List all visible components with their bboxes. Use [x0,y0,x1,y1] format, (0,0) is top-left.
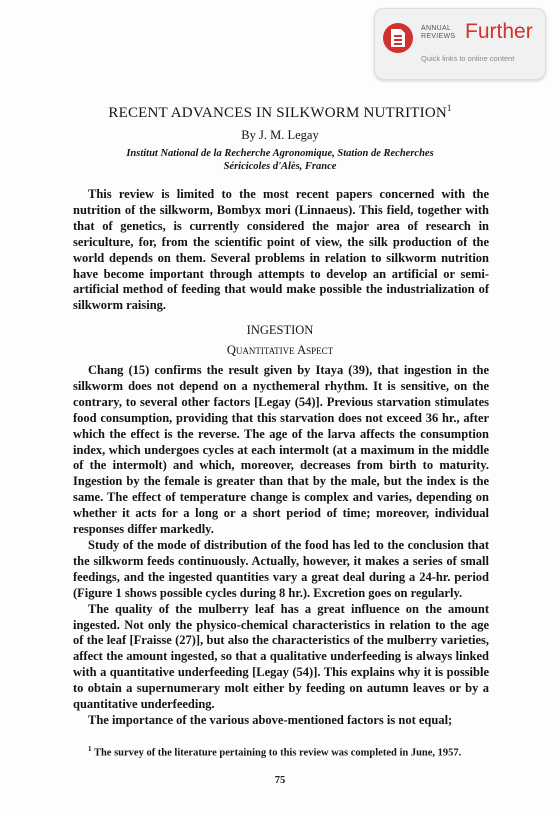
body-paragraph: The quality of the mulberry leaf has a great influence on the amount ingested. Not only the physico-chemical characteristics in relation to the age of the leaf [Fraisse (27)], but also the characteristics of the mulberry varieties, affect the amount ingested, so that a qualitative underfeeding is always linked with a quantitative underfeeding [Legay (54)]. This explains why it is possible to obtain a supernumerary molt either by feeding on autumn leaves or by a quantitative underfeeding. [73,601,489,712]
body-paragraph: Chang (15) confirms the result given by Itaya (39), that ingestion in the silkworm does not depend on a nycthemeral rhythm. It is sensitive, on the contrary, to several other factors [Legay (54)]. Previous starvation stimulates food consumption, providing that this starvation does not exceed 36 hr., after which the effect is the reverse. The age of the larva affects the consumption index, which undergoes cycles at each intermolt (at a maximum in the middle of the intermolt) and which, moreover, decreases from birth to maturity. Ingestion by the female is greater than that by the male, but the index is the same. The effect of temperature change is complex and varies, depending on whether it acts for a long or a short period of time; moreover, individual responses differ markedly. [73,363,489,537]
article-title-text: RECENT ADVANCES IN SILKWORM NUTRITION [108,105,447,121]
section-body [73,363,489,729]
page-number: 75 [274,775,286,786]
byline: By J. M. Legay [241,128,319,142]
badge-title: Further [465,20,533,43]
affiliation [0,147,560,173]
subsection-heading: Quantitative Aspect [226,343,334,357]
affiliation-line-1: Institut National de la Recherche Agronomique, Station de Recherches [126,148,434,159]
intro-paragraph: This review is limited to the most recent papers concerned with the nutrition of the silkworm, Bombyx mori (Linnaeus). This field, together with that of genetics, is currently considered the major area of research in sericulture, for, from the scientific point of view, the silk production of the world depends on them. Several problems in relation to silkworm nutrition have become important through attempts to develop an artificial or semi-artificial method of feeding that would make possible the industrialization of silkworm raising. [73,187,489,313]
document-icon [383,23,413,53]
body-paragraph: The importance of the various above-mentioned factors is not equal; [88,712,453,727]
article-title [0,103,560,122]
further-badge[interactable] [374,8,546,80]
footnote-mark: 1 [88,745,92,753]
badge-brand [421,25,455,41]
affiliation-line-2: Séricicoles d'Alès, France [223,161,337,172]
badge-brand-line1: ANNUAL [421,25,452,32]
badge-subtitle: Quick links to online content [421,54,515,63]
title-footnote-mark[interactable]: 1 [446,103,452,113]
badge-brand-line2: REVIEWS [421,33,456,40]
footnote [73,742,489,761]
body-paragraph: Study of the mode of distribution of the food has led to the conclusion that the silkworm feeds continuously. Actually, however, it makes a series of small feedings, and the ingested quantities vary a great deal during a 24-hr. period (Figure 1 shows possible cycles during 8 hr.). Excretion goes on regularly. [73,537,489,600]
footnote-text: The survey of the literature pertaining to this review was completed in June, 1957. [93,747,462,759]
section-heading: INGESTION [246,323,314,337]
